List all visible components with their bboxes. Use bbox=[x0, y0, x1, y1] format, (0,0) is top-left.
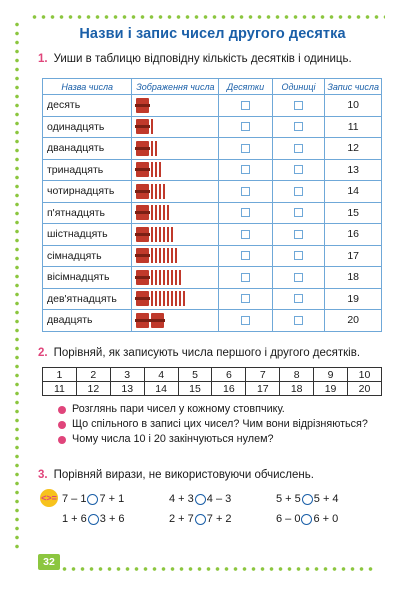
number-record: 18 bbox=[325, 267, 382, 289]
number-image bbox=[132, 288, 219, 310]
header-tens: Десятки bbox=[219, 79, 272, 95]
sticks-image bbox=[136, 226, 214, 242]
expression bbox=[62, 513, 169, 525]
tens-cell bbox=[219, 181, 272, 203]
stick-icon bbox=[155, 227, 157, 242]
table-row bbox=[43, 181, 382, 203]
number-name: вісімнадцять bbox=[43, 267, 132, 289]
stick-bundle-icon bbox=[136, 205, 149, 220]
tens-answer-box[interactable] bbox=[241, 101, 250, 110]
sticks-image bbox=[136, 291, 214, 307]
tens-answer-box[interactable] bbox=[241, 316, 250, 325]
table-row bbox=[43, 116, 382, 138]
tens-cell bbox=[219, 310, 272, 332]
ones-answer-box[interactable] bbox=[294, 230, 303, 239]
comparison-cell: 3 bbox=[110, 368, 144, 382]
task2-number: 2. bbox=[38, 347, 48, 359]
number-image bbox=[132, 181, 219, 203]
stick-icon bbox=[179, 291, 181, 306]
task3-heading bbox=[38, 469, 314, 481]
number-name: дев'ятнадцять bbox=[43, 288, 132, 310]
number-record: 17 bbox=[325, 245, 382, 267]
number-image bbox=[132, 202, 219, 224]
ones-cell bbox=[272, 181, 325, 203]
comparison-cell: 4 bbox=[144, 368, 178, 382]
compare-circle[interactable] bbox=[302, 494, 313, 505]
expression-row bbox=[62, 509, 383, 529]
number-record: 15 bbox=[325, 202, 382, 224]
ones-answer-box[interactable] bbox=[294, 316, 303, 325]
number-name: шістнадцять bbox=[43, 224, 132, 246]
comparison-cell: 14 bbox=[144, 382, 178, 396]
tens-answer-box[interactable] bbox=[241, 165, 250, 174]
page-number: 32 bbox=[38, 554, 60, 570]
stick-icon bbox=[167, 291, 169, 306]
table-row bbox=[43, 159, 382, 181]
stick-bundle-icon bbox=[136, 98, 149, 113]
comparison-cell: 5 bbox=[178, 368, 212, 382]
tens-cell bbox=[219, 159, 272, 181]
comparison-cell: 9 bbox=[314, 368, 348, 382]
stick-icon bbox=[163, 248, 165, 263]
ones-cell bbox=[272, 310, 325, 332]
stick-bundle-icon bbox=[136, 313, 149, 328]
stick-icon bbox=[155, 184, 157, 199]
task3-text: Порівняй вирази, не використовуючи обчислень. bbox=[53, 469, 314, 481]
header-record: Запис числа bbox=[325, 79, 382, 95]
tens-answer-box[interactable] bbox=[241, 294, 250, 303]
number-name: одинадцять bbox=[43, 116, 132, 138]
number-record: 20 bbox=[325, 310, 382, 332]
stick-icon bbox=[159, 248, 161, 263]
comparison-cell: 2 bbox=[76, 368, 110, 382]
stick-icon bbox=[163, 270, 165, 285]
number-image bbox=[132, 310, 219, 332]
stick-bundle-icon bbox=[136, 248, 149, 263]
stick-icon bbox=[179, 270, 181, 285]
number-record: 12 bbox=[325, 138, 382, 160]
header-ones: Одиниці bbox=[272, 79, 325, 95]
ones-answer-box[interactable] bbox=[294, 144, 303, 153]
tens-cell bbox=[219, 95, 272, 117]
comparison-row-first-ten bbox=[43, 368, 382, 382]
number-record: 10 bbox=[325, 95, 382, 117]
ones-cell bbox=[272, 267, 325, 289]
table-row bbox=[43, 288, 382, 310]
stick-bundle-icon bbox=[136, 291, 149, 306]
stick-icon bbox=[155, 162, 157, 177]
compare-circle[interactable] bbox=[195, 514, 206, 525]
number-image bbox=[132, 95, 219, 117]
expression-row bbox=[62, 489, 383, 509]
table-row bbox=[43, 224, 382, 246]
stick-icon bbox=[151, 227, 153, 242]
stick-bundle-icon bbox=[151, 313, 164, 328]
header-image: Зображення числа bbox=[132, 79, 219, 95]
table-row bbox=[43, 95, 382, 117]
sticks-image bbox=[136, 97, 214, 113]
question-list bbox=[58, 403, 368, 448]
ones-cell bbox=[272, 159, 325, 181]
stick-icon bbox=[171, 270, 173, 285]
ones-answer-box[interactable] bbox=[294, 251, 303, 260]
decorative-dots-left bbox=[14, 20, 20, 552]
number-name: тринадцять bbox=[43, 159, 132, 181]
stick-icon bbox=[171, 291, 173, 306]
question-item: Розглянь пари чисел у кожному стовпчику. bbox=[58, 403, 368, 418]
stick-icon bbox=[175, 291, 177, 306]
table-row bbox=[43, 202, 382, 224]
comparison-cell: 6 bbox=[212, 368, 246, 382]
expression-right: 7 + 2 bbox=[206, 513, 232, 525]
compare-circle[interactable] bbox=[301, 514, 312, 525]
sticks-image bbox=[136, 119, 214, 135]
comparison-table bbox=[42, 367, 382, 396]
task1-number: 1. bbox=[38, 53, 48, 65]
stick-icon bbox=[151, 119, 153, 134]
stick-icon bbox=[163, 184, 165, 199]
stick-icon bbox=[171, 227, 173, 242]
compare-signs-icon: <>= bbox=[40, 489, 58, 507]
stick-icon bbox=[151, 205, 153, 220]
tens-cell bbox=[219, 288, 272, 310]
comparison-cell: 12 bbox=[76, 382, 110, 396]
expression-left: 4 + 3 bbox=[169, 493, 194, 505]
tens-cell bbox=[219, 202, 272, 224]
task3-number: 3. bbox=[38, 469, 48, 481]
expression-right: 5 + 4 bbox=[313, 493, 339, 505]
sticks-image bbox=[136, 162, 214, 178]
stick-icon bbox=[155, 141, 157, 156]
compare-circle[interactable] bbox=[195, 494, 206, 505]
number-record: 11 bbox=[325, 116, 382, 138]
stick-icon bbox=[159, 291, 161, 306]
ones-answer-box[interactable] bbox=[294, 165, 303, 174]
stick-icon bbox=[155, 248, 157, 263]
number-name: п'ятнадцять bbox=[43, 202, 132, 224]
sticks-image bbox=[136, 312, 214, 328]
tens-cell bbox=[219, 245, 272, 267]
number-record: 19 bbox=[325, 288, 382, 310]
decorative-dots-top bbox=[30, 14, 385, 20]
ones-cell bbox=[272, 288, 325, 310]
tens-answer-box[interactable] bbox=[241, 230, 250, 239]
stick-icon bbox=[159, 270, 161, 285]
stick-icon bbox=[155, 291, 157, 306]
stick-icon bbox=[167, 270, 169, 285]
stick-bundle-icon bbox=[136, 162, 149, 177]
sticks-image bbox=[136, 183, 214, 199]
number-name: чотирнадцять bbox=[43, 181, 132, 203]
expression-left: 7 – 1 bbox=[62, 493, 87, 505]
number-name: двадцять bbox=[43, 310, 132, 332]
question-item: Що спільного в записі цих чисел? Чим вони відрізняються? bbox=[58, 418, 368, 433]
stick-icon bbox=[167, 248, 169, 263]
number-name: сімнадцять bbox=[43, 245, 132, 267]
stick-icon bbox=[151, 248, 153, 263]
ones-answer-box[interactable] bbox=[294, 208, 303, 217]
stick-bundle-icon bbox=[136, 141, 149, 156]
number-image bbox=[132, 159, 219, 181]
tens-answer-box[interactable] bbox=[241, 208, 250, 217]
number-record: 16 bbox=[325, 224, 382, 246]
tens-answer-box[interactable] bbox=[241, 144, 250, 153]
stick-icon bbox=[159, 227, 161, 242]
tens-answer-box[interactable] bbox=[241, 187, 250, 196]
table-row bbox=[43, 138, 382, 160]
ones-cell bbox=[272, 202, 325, 224]
comparison-cell: 13 bbox=[110, 382, 144, 396]
stick-icon bbox=[155, 205, 157, 220]
task2-text: Порівняй, як записують числа першого і другого десятків. bbox=[53, 347, 361, 359]
tens-answer-box[interactable] bbox=[241, 273, 250, 282]
expression-right: 7 + 1 bbox=[99, 493, 125, 505]
number-image bbox=[132, 138, 219, 160]
expression-right: 6 + 0 bbox=[313, 513, 339, 525]
ones-cell bbox=[272, 116, 325, 138]
expression bbox=[169, 513, 276, 525]
sticks-image bbox=[136, 205, 214, 221]
number-image bbox=[132, 267, 219, 289]
comparison-cell: 11 bbox=[43, 382, 77, 396]
expression-right: 4 – 3 bbox=[206, 493, 232, 505]
stick-icon bbox=[151, 270, 153, 285]
numbers-table-header bbox=[43, 79, 382, 95]
comparison-cell: 16 bbox=[212, 382, 246, 396]
stick-bundle-icon bbox=[136, 184, 149, 199]
table-row bbox=[43, 245, 382, 267]
number-record: 14 bbox=[325, 181, 382, 203]
number-record: 13 bbox=[325, 159, 382, 181]
decorative-dots-bottom bbox=[60, 566, 375, 572]
ones-cell bbox=[272, 95, 325, 117]
ones-answer-box[interactable] bbox=[294, 187, 303, 196]
expression-right: 3 + 6 bbox=[99, 513, 125, 525]
stick-icon bbox=[171, 248, 173, 263]
compare-circle[interactable] bbox=[87, 494, 98, 505]
header-name: Назва числа bbox=[43, 79, 132, 95]
sticks-image bbox=[136, 269, 214, 285]
expression bbox=[62, 493, 169, 505]
comparison-cell: 10 bbox=[348, 368, 382, 382]
task1-heading bbox=[38, 53, 352, 65]
stick-icon bbox=[175, 270, 177, 285]
stick-icon bbox=[151, 184, 153, 199]
numbers-table-body bbox=[43, 95, 382, 332]
comparison-cell: 15 bbox=[178, 382, 212, 396]
stick-icon bbox=[151, 162, 153, 177]
comparison-cell: 20 bbox=[348, 382, 382, 396]
comparison-cell: 1 bbox=[43, 368, 77, 382]
stick-icon bbox=[159, 184, 161, 199]
stick-icon bbox=[167, 205, 169, 220]
compare-circle[interactable] bbox=[88, 514, 99, 525]
ones-cell bbox=[272, 138, 325, 160]
stick-icon bbox=[159, 162, 161, 177]
comparison-cell: 19 bbox=[314, 382, 348, 396]
expressions-grid bbox=[62, 489, 383, 529]
number-image bbox=[132, 245, 219, 267]
table-row bbox=[43, 267, 382, 289]
ones-answer-box[interactable] bbox=[294, 294, 303, 303]
tens-answer-box[interactable] bbox=[241, 122, 250, 131]
stick-icon bbox=[155, 270, 157, 285]
stick-icon bbox=[183, 291, 185, 306]
ones-answer-box[interactable] bbox=[294, 273, 303, 282]
expression bbox=[276, 493, 383, 505]
question-item: Чому числа 10 і 20 закінчуються нулем? bbox=[58, 433, 368, 448]
expression bbox=[276, 513, 383, 525]
ones-answer-box[interactable] bbox=[294, 122, 303, 131]
stick-icon bbox=[163, 291, 165, 306]
number-name: дванадцять bbox=[43, 138, 132, 160]
stick-icon bbox=[167, 227, 169, 242]
comparison-row-second-ten bbox=[43, 382, 382, 396]
expression-left: 5 + 5 bbox=[276, 493, 301, 505]
tens-answer-box[interactable] bbox=[241, 251, 250, 260]
task2-heading bbox=[38, 347, 360, 359]
comparison-cell: 8 bbox=[280, 368, 314, 382]
stick-icon bbox=[163, 227, 165, 242]
expression-left: 1 + 6 bbox=[62, 513, 87, 525]
ones-answer-box[interactable] bbox=[294, 101, 303, 110]
stick-icon bbox=[151, 291, 153, 306]
task1-text: Уиши в таблицю відповідну кількість десятків і одиниць. bbox=[53, 53, 352, 65]
number-name: десять bbox=[43, 95, 132, 117]
comparison-cell: 18 bbox=[280, 382, 314, 396]
numbers-table bbox=[42, 78, 382, 332]
stick-icon bbox=[151, 141, 153, 156]
stick-bundle-icon bbox=[136, 270, 149, 285]
expression bbox=[169, 493, 276, 505]
sticks-image bbox=[136, 140, 214, 156]
table-row bbox=[43, 310, 382, 332]
stick-icon bbox=[159, 205, 161, 220]
tens-cell bbox=[219, 224, 272, 246]
ones-cell bbox=[272, 245, 325, 267]
comparison-cell: 17 bbox=[246, 382, 280, 396]
number-image bbox=[132, 224, 219, 246]
expression-left: 6 – 0 bbox=[276, 513, 301, 525]
stick-icon bbox=[163, 205, 165, 220]
stick-bundle-icon bbox=[136, 227, 149, 242]
tens-cell bbox=[219, 138, 272, 160]
ones-cell bbox=[272, 224, 325, 246]
tens-cell bbox=[219, 267, 272, 289]
number-image bbox=[132, 116, 219, 138]
expression-left: 2 + 7 bbox=[169, 513, 194, 525]
stick-icon bbox=[175, 248, 177, 263]
comparison-cell: 7 bbox=[246, 368, 280, 382]
tens-cell bbox=[219, 116, 272, 138]
stick-bundle-icon bbox=[136, 119, 149, 134]
sticks-image bbox=[136, 248, 214, 264]
page-title: Назви і запис чисел другого десятка bbox=[79, 26, 346, 42]
